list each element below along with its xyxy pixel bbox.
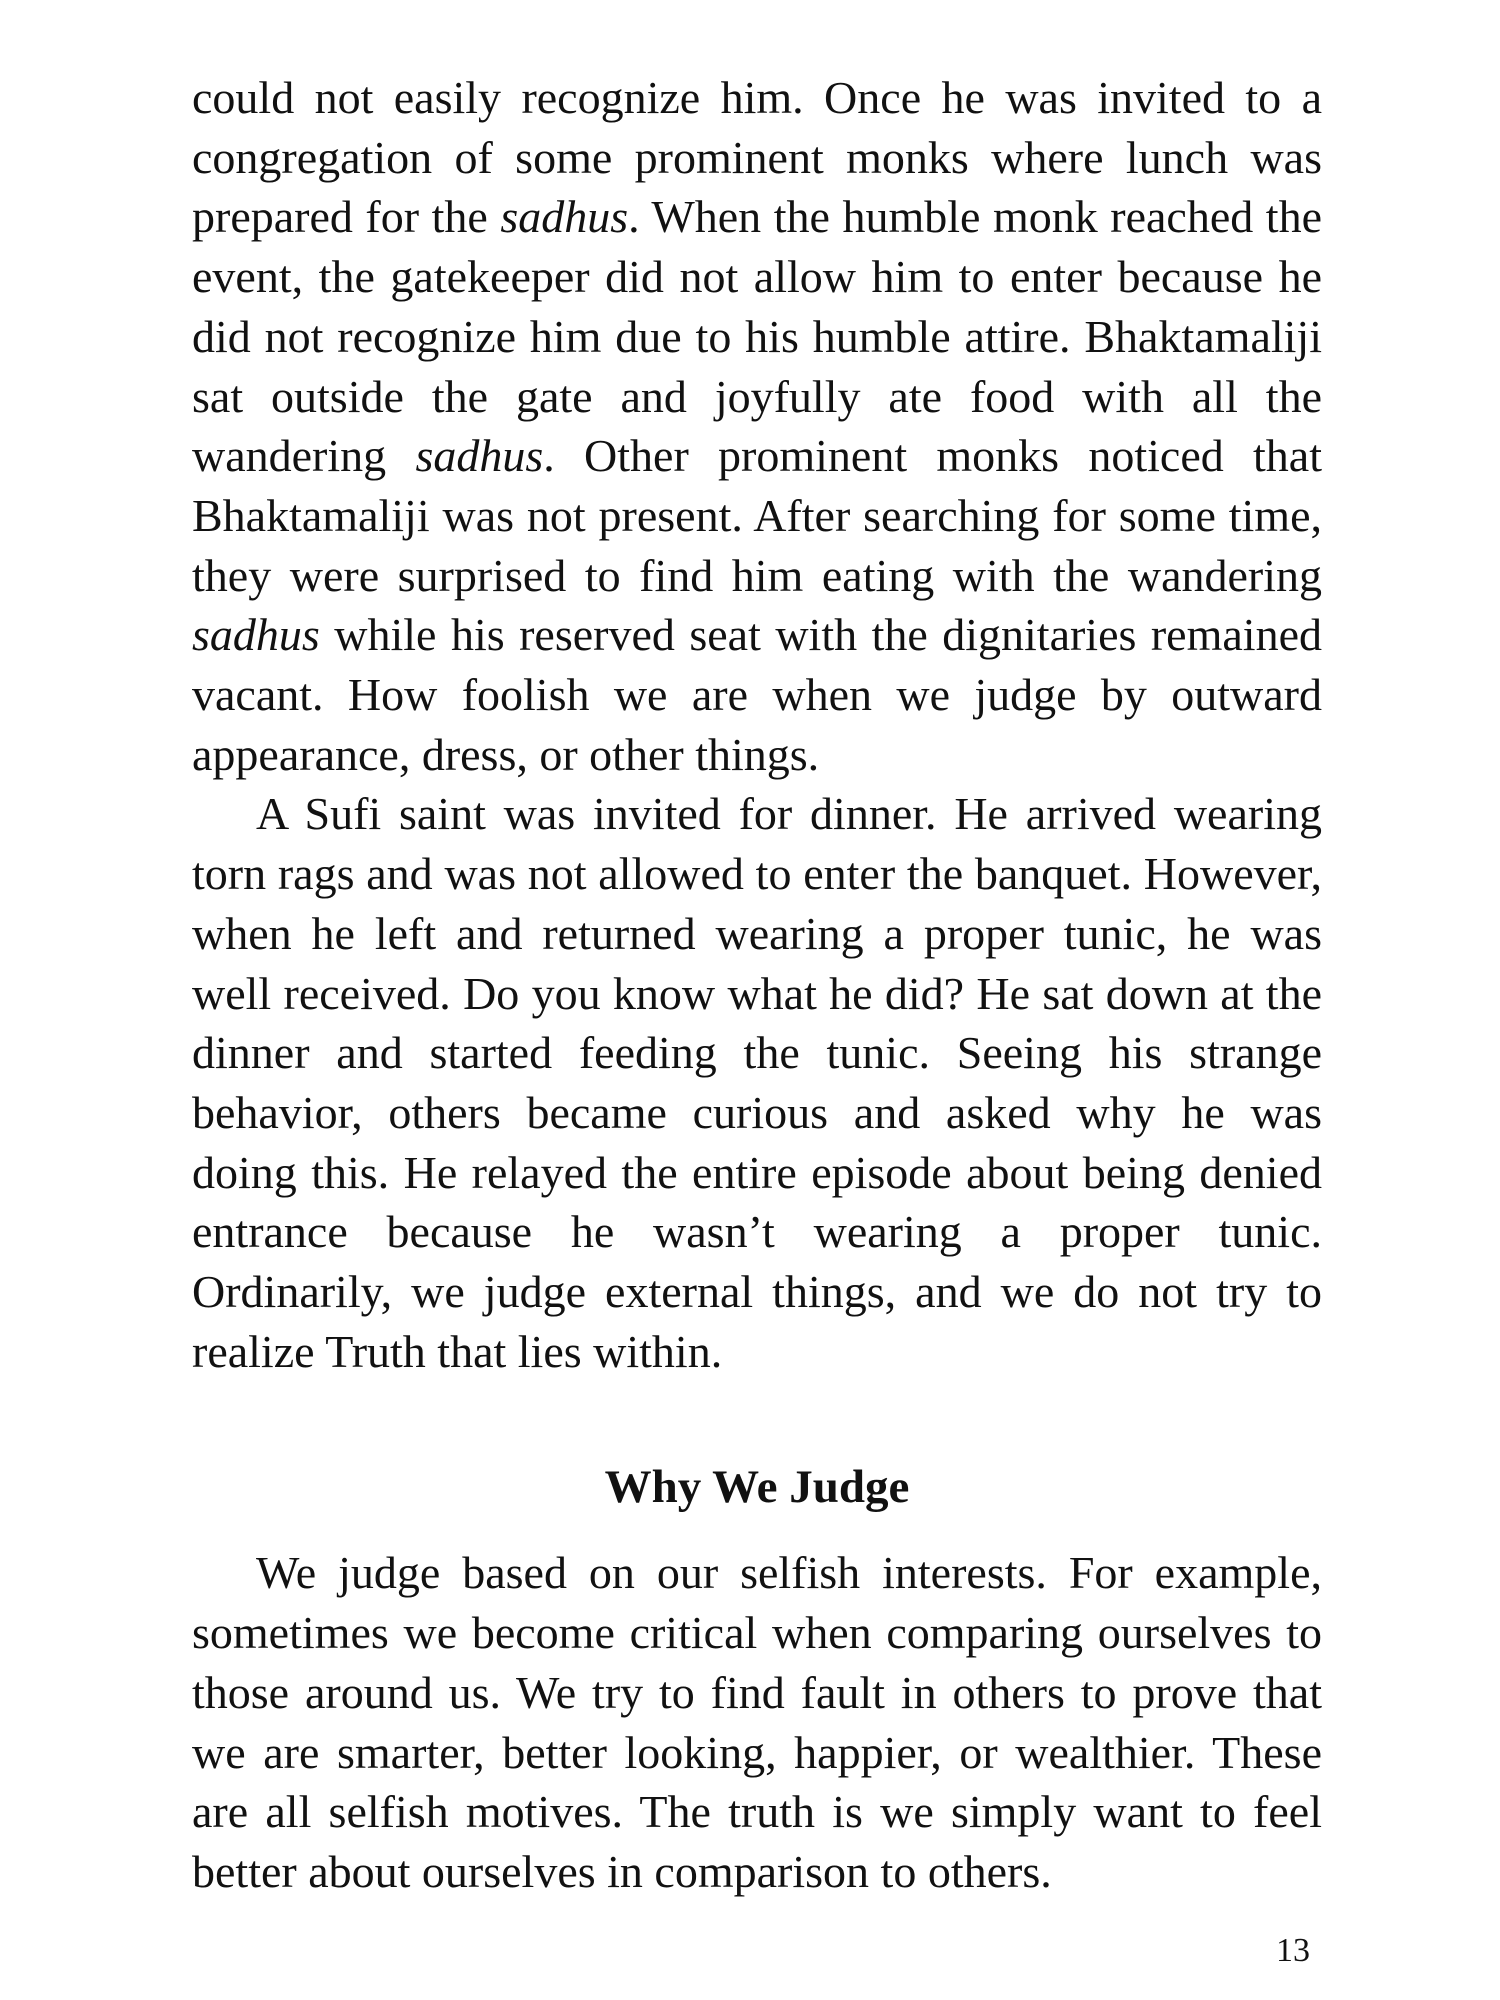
page-number: 13 — [1276, 1932, 1310, 1969]
paragraph-text: . When the humble monk reached the event, the gatekeeper did not allow him to enter because he did not recognize him due to his humble attire. Bhaktamaliji sat outside the gate and joyfully ate food with all the wandering — [192, 191, 1322, 482]
paragraph-text: while his reserved seat with the dignitaries remained vacant. How foolish we are when we judge by outward appearance, dress, or other things. — [192, 609, 1322, 780]
page-body — [192, 68, 1322, 1902]
italic-term: sadhus — [500, 191, 629, 243]
paragraph-why-we-judge: We judge based on our selfish interests. For example, sometimes we become critical when comparing ourselves to those around us. We try to find fault in others to prove that we are smarter, better looking, happier, or wealthier. These are all selfish motives. The truth is we simply want to feel better about ourselves in comparison to others. — [192, 1547, 1322, 1897]
italic-term: sadhus — [192, 609, 320, 661]
paragraph-text: . Other prominent monks noticed that Bhaktamaliji was not present. After searching for some time, they were surprised to find him eating with the wandering — [192, 430, 1322, 601]
section-heading: Why We Judge — [604, 1461, 910, 1514]
paragraph-bhaktamaliji — [192, 68, 1322, 784]
paragraph-sufi-saint: A Sufi saint was invited for dinner. He arrived wearing torn rags and was not allowed to enter the banquet. However, when he left and returned wearing a proper tunic, he was well received. Do you know what he did? He sat down at the dinner and started feeding the tunic. Seeing his strange behavior, others became curious and asked why he was doing this. He relayed the entire episode about being denied entrance because he wasn’t wearing a proper tunic. Ordinarily, we judge external things, and we do not try to realize Truth that lies within. — [192, 788, 1322, 1377]
paragraph-text: could not easily recognize him. Once he was invited to a congregation of some prominent monks where lunch was prepared for the — [192, 72, 1322, 243]
italic-term: sadhus — [415, 430, 544, 482]
